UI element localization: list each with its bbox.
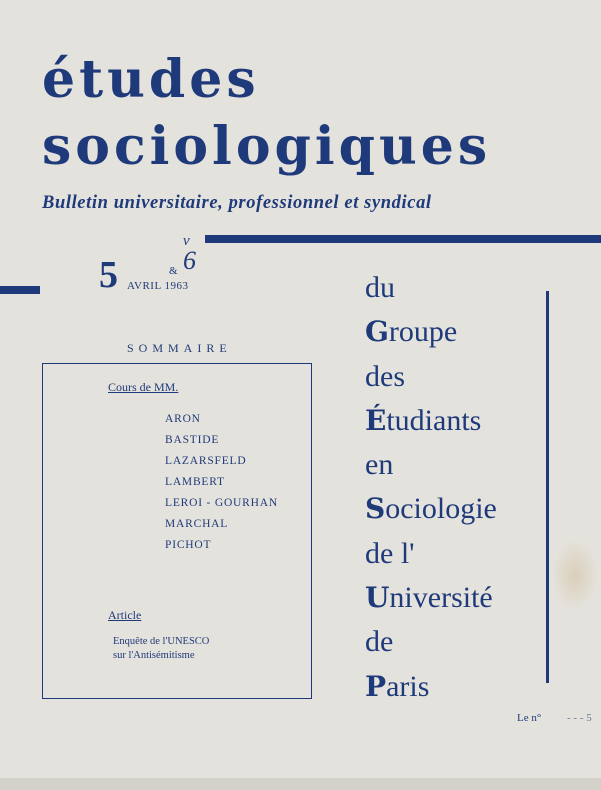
article-line-1: Enquête de l'UNESCO [113,636,210,647]
title-line-etudes: études [42,49,260,110]
group-line: de l' [365,536,415,570]
handwritten-number: 6 [183,246,196,275]
group-line: Paris [365,669,430,703]
rule-vertical [546,291,549,683]
sommaire-box [42,363,312,699]
group-line: des [365,359,405,393]
title-line-sociologiques: sociologiques [42,116,492,177]
group-line: en [365,448,394,482]
group-line: Université [365,581,493,615]
article-label: Article [108,608,142,622]
group-line: de [365,625,394,659]
issue-date: AVRIL 1963 [127,280,189,292]
paper-stain [552,540,598,610]
group-line: du [365,271,395,304]
list-item: LAZARSFELD [165,455,247,467]
list-item: PICHOT [165,539,212,551]
list-item: MARCHAL [165,518,229,530]
page-bottom-edge [0,778,601,790]
list-item: LEROI - GOURHAN [165,497,278,509]
rule-right [205,235,601,243]
le-numero-label: Le n° [517,712,542,724]
group-line: Groupe [365,315,458,349]
lecturer-list [165,409,278,556]
subtitle: Bulletin universitaire, professionnel et syndical [42,193,432,213]
issue-ampersand: & [169,265,178,277]
sommaire-title: SOMMAIRE [127,341,232,355]
group-line: Étudiants [365,403,482,437]
group-line: Sociologie [365,492,497,526]
rule-left [0,286,40,294]
list-item: ARON [165,413,201,425]
article-title [113,635,209,663]
article-line-2: sur l'Antisémitisme [113,650,195,661]
le-numero-tail: - - - 5 [567,712,592,724]
list-item: LAMBERT [165,476,225,488]
issue-number: 5 [99,254,118,296]
cours-label: Cours de MM. [108,380,179,394]
group-title-block [365,270,497,713]
handwritten-v: v [183,233,190,249]
list-item: BASTIDE [165,434,220,446]
